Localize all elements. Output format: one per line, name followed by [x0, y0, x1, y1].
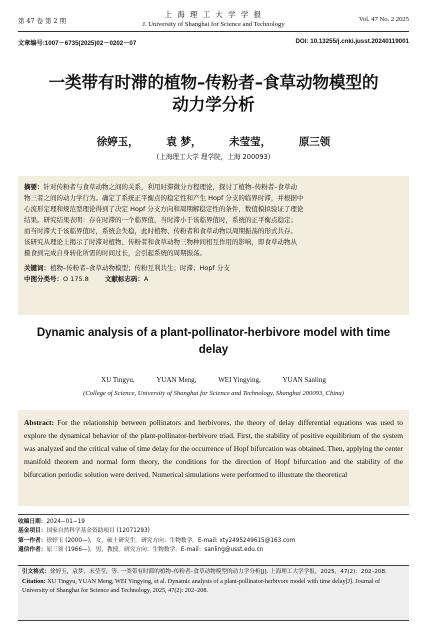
citation-en — [22, 577, 405, 595]
footnote-label: 第一作者： — [18, 537, 47, 544]
authors-en — [0, 376, 427, 384]
affiliation-en: (College of Science, University of Shanghai for Science and Technology, Shanghai 200093, China) — [83, 390, 344, 397]
article-number: 文章编号:1007－6735(2025)02－0202－07 — [18, 40, 137, 47]
clc-label: 中图分类号： — [24, 275, 63, 283]
issue-en: Vol. 47 No. 2 2025 — [358, 16, 409, 23]
footnotes — [18, 514, 409, 556]
title-cn — [0, 72, 427, 116]
footnote-label: 基金项目： — [18, 528, 47, 535]
author-en: YUAN Meng, — [156, 376, 197, 384]
title-en: Dynamic analysis of a plant-pollinator-herbivore model with time delay — [36, 327, 391, 356]
abstract-cn-line: 针对传粉者与食草动物之间的关系，利用时滞微分方程理论，探讨了植物–传粉者–食草动 — [43, 183, 297, 191]
footnote-text: 国家自然科学基金资助项目 (12071293) — [46, 528, 150, 535]
author-en: WEI Yingying, — [218, 376, 261, 384]
author-cn: 徐婷玉， — [96, 136, 139, 148]
keywords-text: 植物–传粉者–食草动物模型；传粉互利共生；时滞；Hopf 分支 — [50, 264, 230, 272]
author-en: XU Tingyu, — [101, 376, 135, 384]
authors-cn — [0, 134, 427, 149]
doi[interactable]: DOI: 10.13255/j.cnki.jusst.20240119001 — [295, 38, 409, 45]
abstract-cn-line: 该研究从理论上揭示了时滞对植物、传粉者和食草动物三物种间相互作用的影响，即食草动物从 — [24, 238, 297, 246]
title-cn-line1: 一类带有时滞的植物–传粉者–食草动物模型的 — [48, 73, 379, 92]
issue-cn: 第 47 卷 第 2 期 — [18, 17, 66, 25]
abstract-en — [18, 410, 409, 506]
citation-en-text: XU Tingyu, YUAN Meng, WEI Yingying, et al. Dynamic analysis of a plant-pollinator-herbivore model with time delay[J]. Journal of University of Shanghai for Science and Technology, 2025, 47(2): 202–208. — [22, 578, 381, 594]
author-cn: 原三领 — [298, 136, 331, 148]
classification-line — [24, 274, 403, 285]
footnote-text: 2024−01−19 — [46, 519, 85, 525]
journal-name-cn: 上 海 理 工 大 学 学 报 — [164, 10, 263, 19]
abstract-cn-line: 物三者之间的动力学行为。确定了系统正平衡点的稳定性和产生 Hopf 分支的临界时滞，并根据中 — [24, 194, 304, 202]
abstract-en-label: Abstract: — [24, 418, 54, 427]
footnote-label: 收稿日期： — [18, 519, 47, 525]
abstract-en-text: For the relationship between pollinators and herbivores, the theory of delay differential equations was used to explore the dynamical behavior of the plant-pollinator-herbivore triad. First, the stability of positive equilibrium of the system was analyzed and the critical value of time delay for the occurrence of Hopf bifurcation was obtained. Then, applying the center manifold theorem and normal form theory, the conditions for the direction of Hopf bifurcation and the stability of the bifurcation periodic solution were derived. Numerical simulations were performed to illustrate the theoretical — [24, 418, 403, 479]
abstract-cn-line: 摄食到完成自身转化所需的时间过长，会引起系统的周期振荡。 — [24, 249, 206, 257]
doc-code-value: A — [143, 275, 149, 283]
journal-name-en: J. University of Shanghai for Science and Technology — [142, 21, 285, 28]
citation-en-label: Citation: — [22, 578, 46, 585]
citation-cn — [22, 568, 405, 577]
affiliation-cn: (上海理工大学 理学院，上海 200093) — [156, 153, 271, 161]
citation-box — [18, 565, 409, 621]
footnote-text: 徐婷玉 (2000—)，女，硕士研究生。研究方向：生物数学。E-mail: xty2495249615@163.com — [46, 537, 296, 544]
footnote-text: 原三领 (1966—)，男，教授。研究方向：生物数学。E-mail：sanling@usst.edu.cn — [46, 547, 264, 554]
abstract-cn-line: 心流形定理和规范型理论得到了决定 Hopf 分支方向和周期解稳定性的条件，数值模拟验证了理论 — [24, 205, 304, 213]
author-cn: 未莹莹， — [229, 136, 272, 148]
citation-cn-label: 引文格式： — [22, 569, 50, 575]
footnote-first-author — [18, 537, 409, 546]
author-en: YUAN Sanling — [282, 376, 326, 384]
abstract-cn — [18, 176, 409, 315]
abstract-cn-label: 摘要： — [24, 183, 44, 191]
citation-cn-text: 徐婷玉，袁梦，未莹莹，等. 一类带有时滞的植物–传粉者–食草动物模型的动力学分析[J]. 上海理工大学学报，2025，47(2)：202–208. — [49, 569, 387, 575]
keywords — [24, 263, 403, 274]
footnote-label: 通信作者： — [18, 547, 47, 554]
title-cn-line2: 动力学分析 — [172, 95, 255, 114]
journal-name — [18, 9, 409, 28]
footnote-funding — [18, 527, 409, 536]
author-cn: 袁 梦， — [166, 136, 202, 148]
keywords-label: 关键词： — [24, 264, 50, 272]
abstract-cn-body — [24, 182, 403, 259]
doc-code-label: 文献标志码： — [104, 275, 144, 283]
clc-value: O 175.8 — [63, 275, 89, 283]
abstract-cn-line: 结果。研究结果表明：存在时滞的一个临界值，当时滞小于该临界值时，系统的正平衡点稳定； — [24, 216, 297, 224]
footnote-corresponding-author — [18, 546, 409, 555]
abstract-cn-line: 而当时滞大于该临界值时，系统会失稳，此时植物、传粉者和食草动物以周期振荡的形式共存。 — [24, 227, 297, 235]
article-meta — [18, 38, 409, 47]
journal-header — [18, 8, 409, 32]
footnote-received — [18, 518, 409, 527]
